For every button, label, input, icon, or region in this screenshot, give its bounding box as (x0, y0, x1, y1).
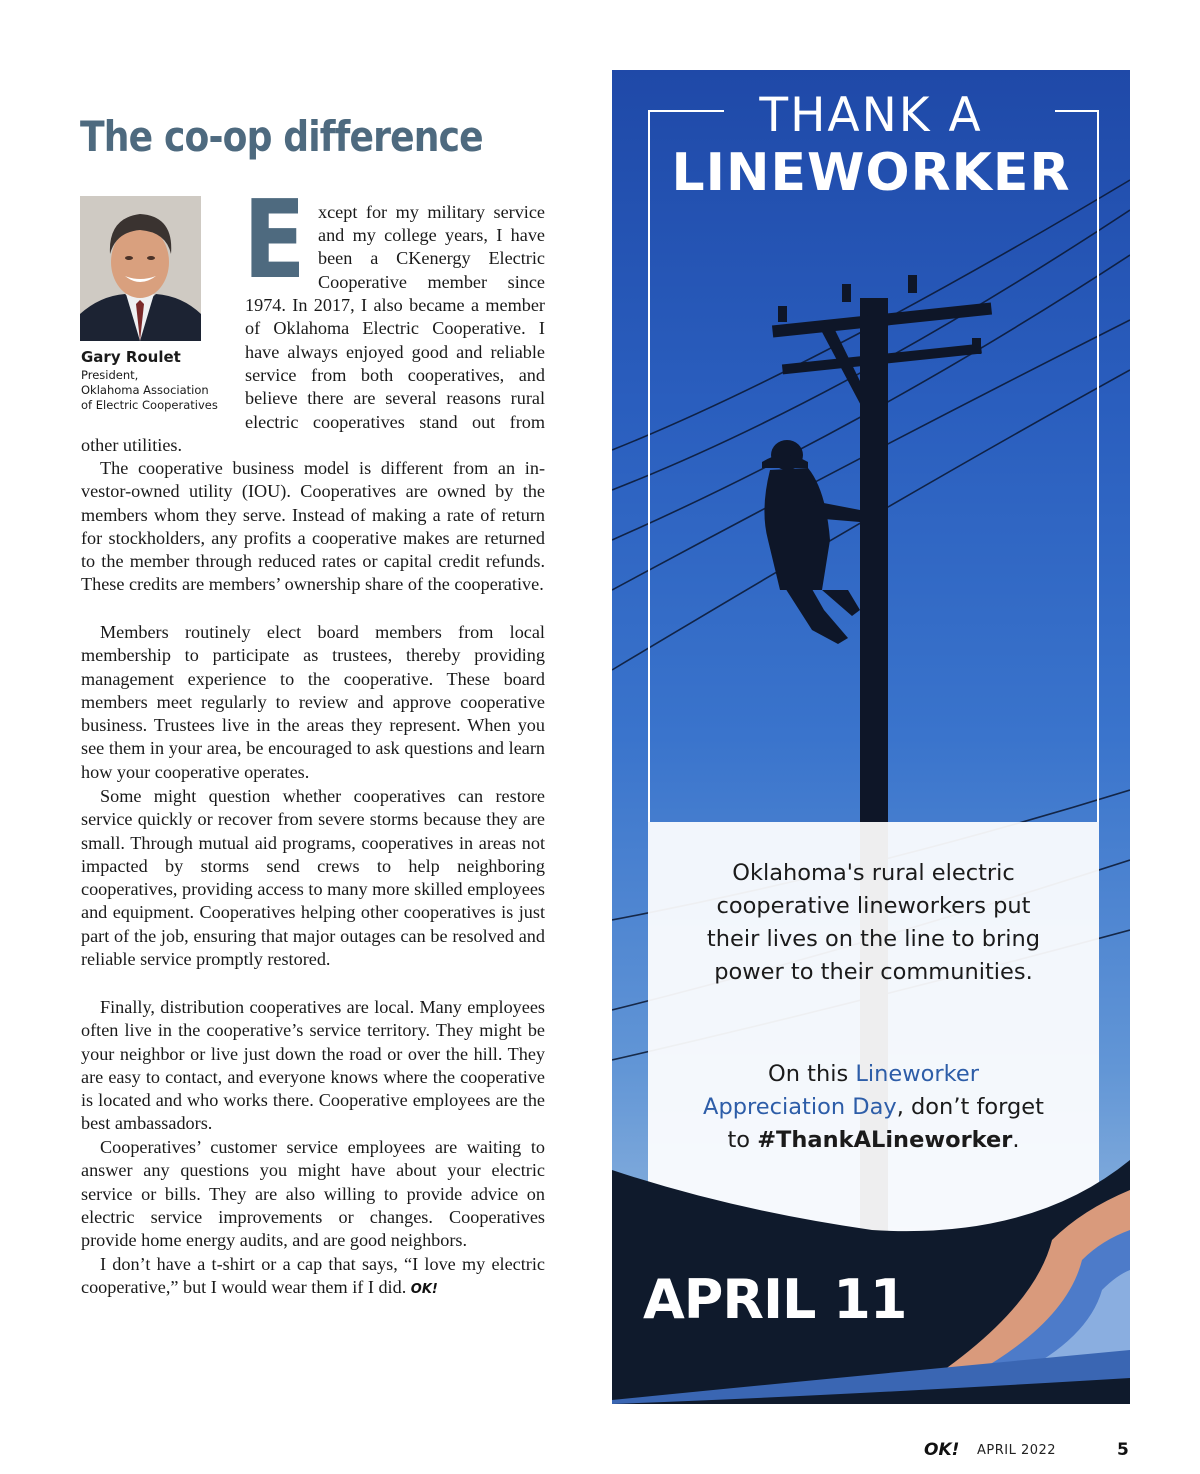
intro-line: service from both cooperatives, and (245, 365, 545, 385)
drop-cap: E (243, 178, 306, 303)
ad-date: APRIL 11 (643, 1268, 907, 1331)
frame-right (1097, 110, 1099, 822)
article-title: The co-op difference (80, 112, 483, 161)
issue-date: APRIL 2022 (977, 1443, 1057, 1458)
body-paragraph: Some might question whether cooperatives can restore service quickly or recover from severe storms because they are small. Through mutual aid programs, cooperatives in areas not impacted by storms send crews to help neighboring cooperatives, providing access to many more skilled employees and equipment. Cooperatives helping other cooperatives is just part of the job, ensuring that major outages can be resolved and reliable service promptly restored. (81, 786, 545, 970)
author-role-line-3: of Electric Cooperatives (81, 398, 218, 412)
ok-end-mark: OK! (410, 1282, 438, 1298)
final-paragraph-text: I don’t have a t-shirt or a cap that says, “I love my electric cooperative,” but I would wear them if I did. (81, 1254, 545, 1298)
page-number: 5 (1117, 1440, 1129, 1460)
ad-body-line: cooperative lineworkers put (716, 893, 1031, 919)
ad-heading-line-1: THANK A (759, 88, 983, 143)
ad-cta-line-2: Appreciation Day, don’t forget (703, 1094, 1044, 1120)
intro-line: have always enjoyed good and reliable (245, 342, 545, 362)
author-byline (81, 348, 218, 413)
intro-line: believe there are several reasons rural (245, 388, 545, 408)
ad-cta-line-1: On this Lineworker (768, 1061, 979, 1087)
ad-body-line: Oklahoma's rural electric (732, 860, 1015, 886)
hashtag: #ThankALineworker (757, 1127, 1013, 1153)
ad-body-line: their lives on the line to bring (706, 926, 1041, 952)
ad-body-line: power to their communities. (714, 959, 1033, 985)
author-photo (80, 196, 201, 341)
body-paragraph-final (81, 1253, 545, 1302)
ad-cta-line-3: to #ThankALineworker. (727, 1127, 1020, 1153)
intro-line: other utilities. (81, 435, 183, 455)
intro-line: electric cooperatives stand out from (245, 412, 545, 432)
ad-frame (648, 110, 1099, 822)
magazine-logo: OK! (924, 1440, 960, 1460)
frame-left (648, 110, 650, 822)
ad-cta-text (648, 1058, 1099, 1157)
intro-line: and my college years, I have (318, 225, 545, 245)
intro-line: of Oklahoma Electric Cooperative. I (245, 318, 545, 338)
body-paragraph: Members routinely elect board members from local membership to participate as trustees, thereby providing management experience to the cooperative. These board members meet regularly to review and approve cooperative business. Trustees live in the areas they represent. When you see them in your area, be encouraged to ask questions and learn how your cooperative operates. (81, 622, 545, 782)
body-paragraph: Cooperatives’ customer service employees are waiting to answer any questions you might have about your electric service or bills. They are also willing to provide advice on electric service improvements or changes. Cooperatives provide home energy audits, and are good neighbors. (81, 1137, 545, 1251)
highlight-lineworker: Lineworker (855, 1061, 979, 1087)
highlight-appreciation-day: Appreciation Day (703, 1094, 897, 1120)
intro-line: been a CKenergy Electric (318, 248, 545, 268)
author-role-line-2: Oklahoma Association (81, 383, 209, 397)
body-paragraph: Finally, distribution cooperatives are local. Many employees often live in the cooperative’s service territory. They might be your neighbor or live just down the road or over the hill. They are easy to contact, and everyone knows where the cooperative is located and who works there. Cooperative employees are the best ambassadors. (81, 997, 545, 1134)
intro-line: xcept for my military service (318, 202, 545, 222)
body-paragraph: The cooperative business model is different from an investor-owned utility (IOU). Cooperatives are owned by the members whom they serve. Instead of making a rate of return for stockholders, any profits a cooperative makes are returned to the member through reduced rates or capital credit refunds. These credits are members’ ownership share of the cooperative. (81, 458, 545, 595)
ad-body-text (648, 857, 1099, 989)
author-role-line-1: President, (81, 368, 139, 382)
author-name: Gary Roulet (81, 348, 181, 366)
intro-line: Cooperative member since (318, 272, 545, 292)
intro-line: 1974. In 2017, I also became a member (245, 295, 545, 315)
ad-heading-line-2: LINEWORKER (671, 143, 1071, 203)
